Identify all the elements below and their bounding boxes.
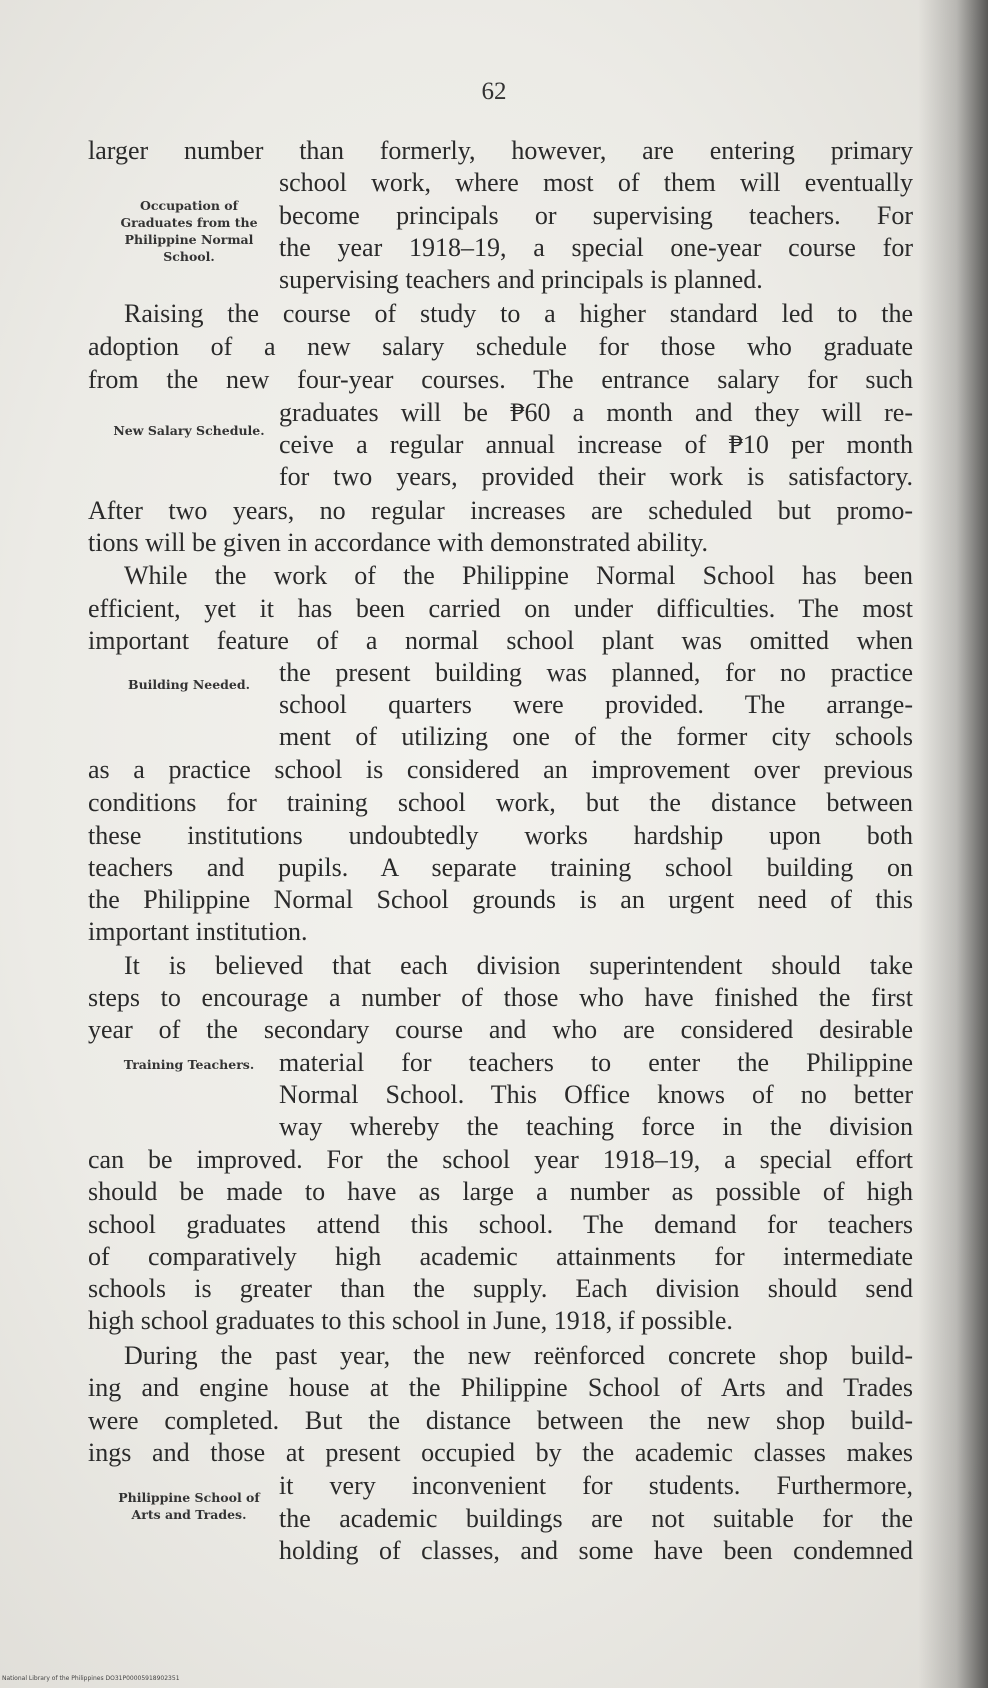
text-line: steps to encourage a number of those who have finished the first — [88, 983, 913, 1012]
text-line: the academic buildings are not suitable for the — [279, 1504, 913, 1533]
text-line: supervising teachers and principals is planned. — [279, 265, 763, 294]
text-line: ing and engine house at the Philippine School of Arts and Trades — [88, 1373, 913, 1402]
text-line: of comparatively high academic attainments for intermediate — [88, 1242, 913, 1271]
text-line: larger number than formerly, however, are entering primary — [88, 136, 913, 165]
sidenote-occupation-of-graduates: Occupation of Graduates from the Philippine Normal School. — [120, 198, 258, 264]
text-line: efficient, yet it has been carried on under difficulties. The most — [88, 594, 913, 623]
text-line: from the new four-year courses. The entrance salary for such — [88, 365, 913, 394]
text-line: high school graduates to this school in June, 1918, if possible. — [88, 1306, 733, 1335]
text-line: While the work of the Philippine Normal School has been — [124, 561, 913, 590]
text-line: adoption of a new salary schedule for those who graduate — [88, 332, 913, 361]
sidenote-arts-and-trades: Philippine School of Arts and Trades. — [118, 1490, 260, 1522]
text-line: as a practice school is considered an improvement over previous — [88, 755, 913, 784]
text-line: for two years, provided their work is satisfactory. — [279, 462, 913, 491]
text-line: these institutions undoubtedly works hardship upon both — [88, 821, 913, 850]
text-line: holding of classes, and some have been condemned — [279, 1536, 913, 1565]
text-line: year of the secondary course and who are considered desirable — [88, 1015, 913, 1044]
text-line: conditions for training school work, but the distance between — [88, 788, 913, 817]
page-edge-shadow — [918, 0, 988, 1688]
text-line: Raising the course of study to a higher standard led to the — [124, 299, 913, 328]
text-line: should be made to have as large a number as possible of high — [88, 1177, 913, 1206]
text-line: graduates will be ₱60 a month and they will re- — [279, 398, 913, 427]
text-line: material for teachers to enter the Philippine — [279, 1048, 913, 1077]
text-line: way whereby the teaching force in the division — [279, 1112, 913, 1141]
text-line: teachers and pupils. A separate training school building on — [88, 853, 913, 882]
text-line: important institution. — [88, 917, 308, 946]
text-line: can be improved. For the school year 1918–19, a special effort — [88, 1145, 913, 1174]
text-line: school quarters were provided. The arrange- — [279, 690, 913, 719]
sidenote-training-teachers: Training Teachers. — [123, 1057, 255, 1072]
text-line: During the past year, the new reënforced concrete shop build- — [124, 1341, 913, 1370]
scan-footer: National Library of the Philippines DO31P00005918902351 — [2, 1675, 180, 1682]
sidenote-new-salary-schedule: New Salary Schedule. — [113, 423, 265, 438]
text-line: the Philippine Normal School grounds is an urgent need of this — [88, 885, 913, 914]
sidenote-building-needed: Building Needed. — [128, 677, 250, 692]
text-line: ceive a regular annual increase of ₱10 per month — [279, 430, 913, 459]
text-line: ings and those at present occupied by the academic classes makes — [88, 1438, 913, 1467]
text-line: After two years, no regular increases are scheduled but promo- — [88, 496, 913, 525]
page-number: 62 — [481, 78, 507, 105]
text-line: become principals or supervising teachers. For — [279, 201, 913, 230]
text-line: the present building was planned, for no practice — [279, 658, 913, 687]
text-line: important feature of a normal school plant was omitted when — [88, 626, 913, 655]
text-line: ment of utilizing one of the former city schools — [279, 722, 913, 751]
text-line: It is believed that each division superintendent should take — [124, 951, 913, 980]
text-line: schools is greater than the supply. Each division should send — [88, 1274, 913, 1303]
text-line: school work, where most of them will eventually — [279, 168, 913, 197]
text-line: the year 1918–19, a special one-year course for — [279, 233, 913, 262]
text-line: tions will be given in accordance with demonstrated ability. — [88, 528, 708, 557]
text-line: were completed. But the distance between the new shop build- — [88, 1406, 913, 1435]
text-line: Normal School. This Office knows of no better — [279, 1080, 913, 1109]
text-line: school graduates attend this school. The demand for teachers — [88, 1210, 913, 1239]
text-line: it very inconvenient for students. Furthermore, — [279, 1471, 913, 1500]
